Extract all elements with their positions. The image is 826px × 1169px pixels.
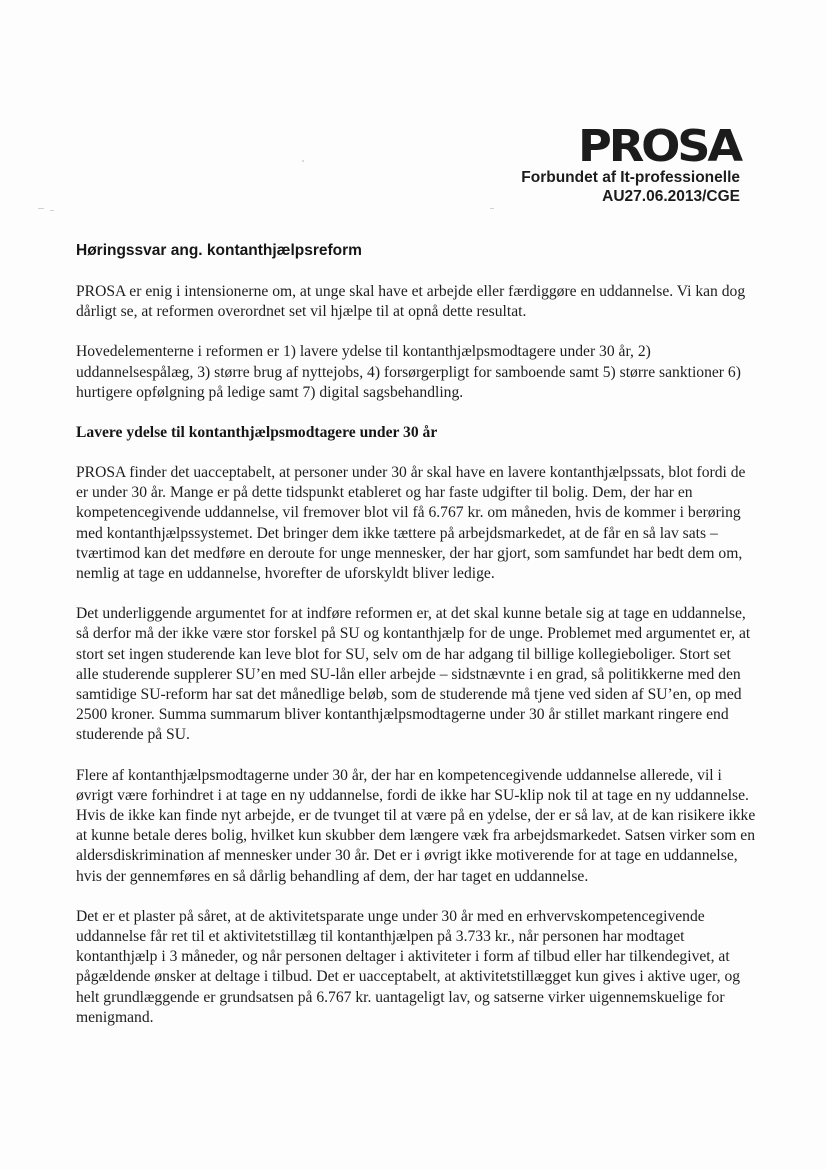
scan-speck (38, 208, 44, 209)
section-paragraph: Flere af kontanthjælpsmodtagerne under 30 år, der har en kompetencegivende uddannelse allerede, vil i øvrigt være forhindret i at tage en ny uddannelse, fordi de ikke har SU-klip nok til at tage en ny uddannelse. Hvis de ikke kan finde nyt arbejde, er de tvunget til at være på en ydelse, der er så lav, at de kan risikere ikke at kunne betale deres bolig, hvilket kun skubber dem længere væk fra arbejdsmarkedet. Satsen virker som en aldersdiskrimination af mennesker under 30 år. Det er i øvrigt ikke motiverende for at tage en uddannelse, hvis der gennemføres en så dårlig behandling af dem, der har taget en uddannelse. (76, 766, 756, 885)
scan-speck (50, 210, 54, 211)
intro-paragraph: Hovedelementerne i reformen er 1) lavere ydelse til kontanthjælpsmodtagere under 30 år, 2) uddannelsespålæg, 3) større brug af nyttejobs, 4) forsørgerpligt for samboende samt 5) større sanktioner 6) hurtigere opfølgning på ledige samt 7) digital sagsbehandling. (76, 343, 741, 401)
prosa-logo: PROSA (578, 121, 740, 172)
scan-speck (490, 208, 494, 209)
letterhead (440, 121, 740, 206)
section-paragraph: Det er et plaster på såret, at de aktivitetsparate unge under 30 år med en erhvervskompetencegivende uddannelse får ret til et aktivitetstillæg til kontanthjælpen på 3.733 kr., når personen har modtaget kontanthjælp i 3 måneder, og når personen deltager i aktiviteter i form af tilbud eller har tilkendegivet, at pågældende ønsker at deltage i tilbud. Det er uacceptabelt, at aktivitetstillægget kun gives i aktive uger, og helt grundlæggende er grundsatsen på 6.767 kr. uantageligt lav, og satserne virker uigennemskuelige for menigmand. (76, 907, 741, 1026)
intro-paragraph: PROSA er enig i intensionerne om, at unge skal have et arbejde eller færdiggøre en uddannelse. Vi kan dog dårligt se, at reformen overordnet set vil hjælpe til at opnå dette resultat. (76, 283, 746, 321)
section-heading: Lavere ydelse til kontanthjælpsmodtagere under 30 år (76, 424, 438, 442)
document-body (76, 241, 756, 1048)
scan-speck (302, 160, 304, 162)
organization-name: Forbundet af It-professionelle (521, 169, 740, 186)
section-paragraph: PROSA finder det uacceptabelt, at personer under 30 år skal have en lavere kontanthjælpssats, blot fordi de er under 30 år. Mange er på dette tidspunkt etableret og har faste udgifter til bolig. Dem, der har en kompetencegivende uddannelse, vil fremover blot vil få 6.767 kr. om måneden, hvis de kommer i berøring med kontanthjælpssystemet. Det bringer dem ikke tættere på arbejdsmarkedet, at de får en så lav sats – tværtimod kan det medføre en deroute for unge mennesker, der har gjort, som samfundet har bedt dem om, nemlig at tage en uddannelse, hvorefter de uforskyldt bliver ledige. (76, 464, 746, 583)
section-paragraph: Det underliggende argumentet for at indføre reformen er, at det skal kunne betale sig at tage en uddannelse, så derfor må der ikke være stor forskel på SU og kontanthjælp for de unge. Problemet med argumentet er, at stort set ingen studerende kan leve blot for SU, selv om de har adgang til billige kollegieboliger. Stort set alle studerende supplerer SU’en med SU-lån eller arbejde – sidstnævnte i en grad, så politikkerne med den samtidige SU-reform har sat det månedlige beløb, som de studerende må tjene ved siden af SU’en, op med 2500 kroner. Summa summarum bliver kontanthjælpsmodtagerne under 30 år stillet markant ringere end studerende på SU. (76, 605, 751, 744)
document-reference: AU27.06.2013/CGE (602, 188, 740, 205)
document-title: Høringssvar ang. kontanthjælpsreform (76, 242, 362, 259)
